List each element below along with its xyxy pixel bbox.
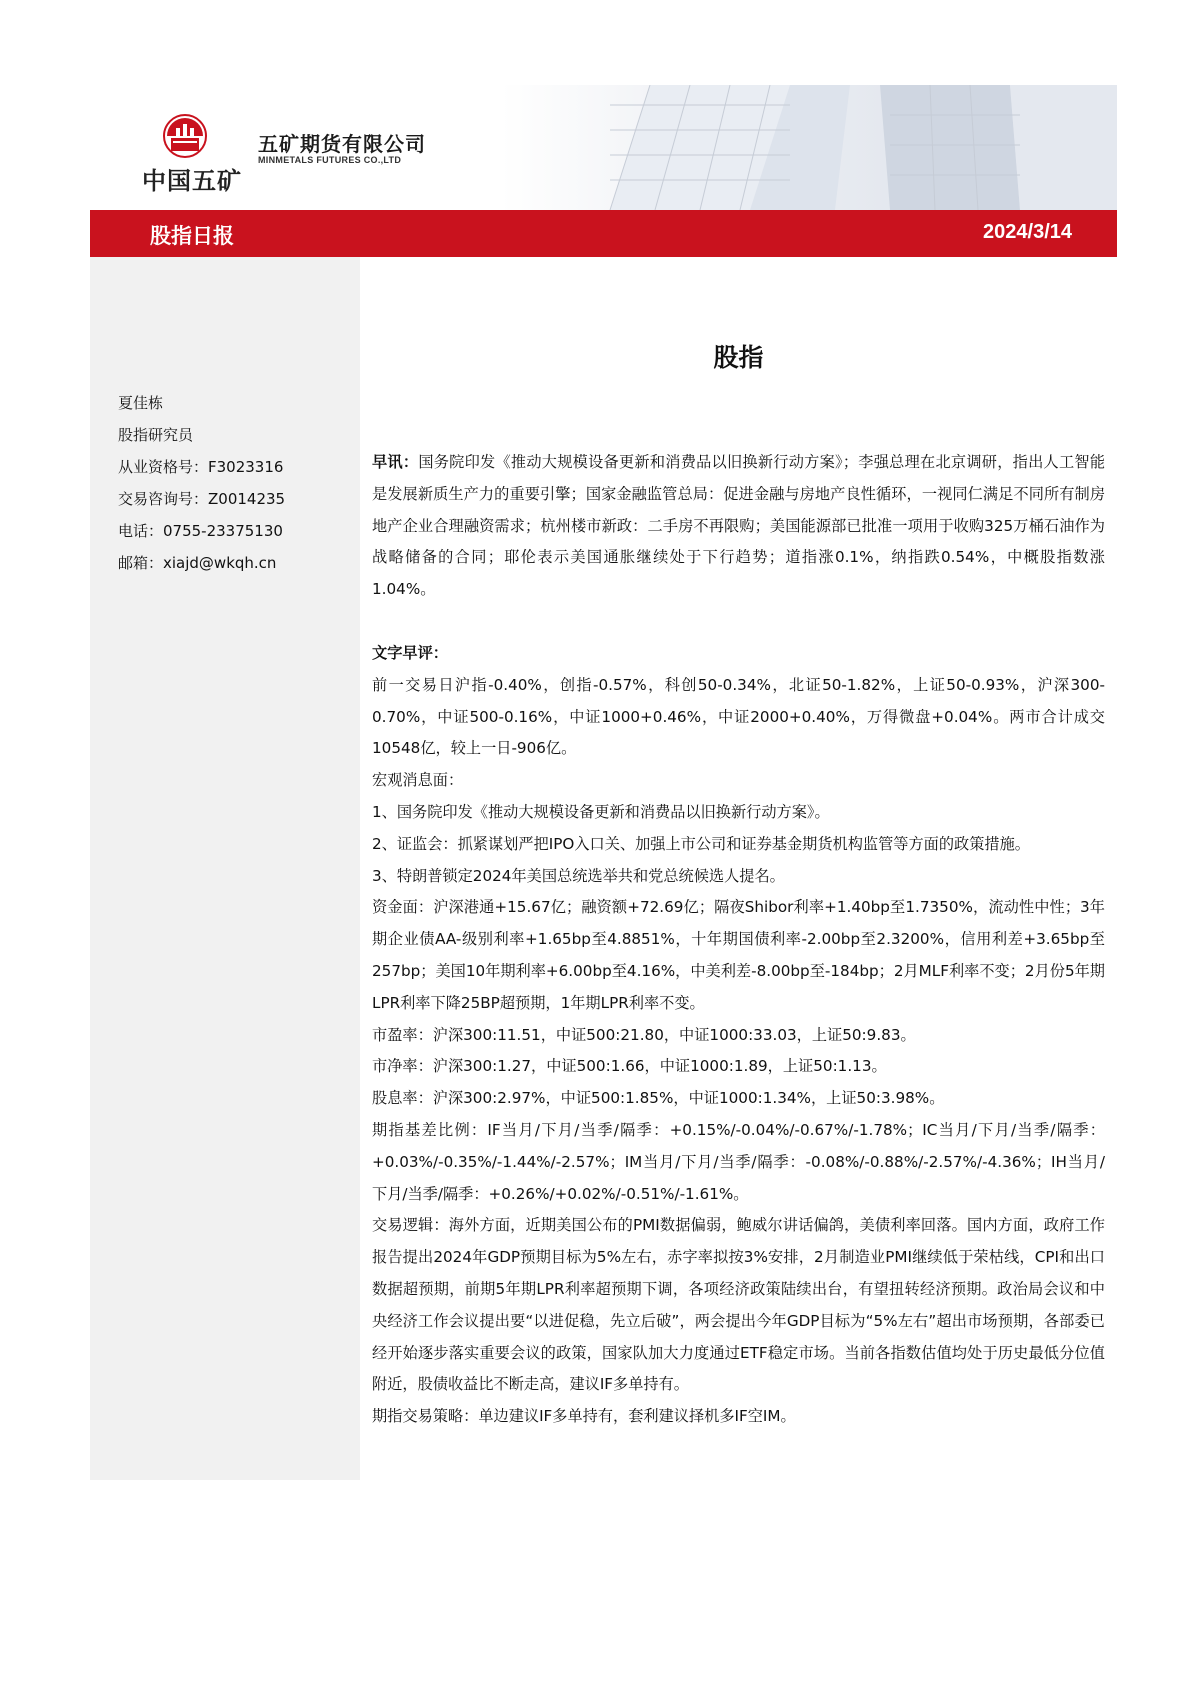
analyst-sidebar: [90, 257, 360, 1480]
analyst-phone: 电话：0755-23375130: [118, 522, 283, 540]
commentary-heading: 文字早评：: [372, 643, 448, 662]
report-header: [90, 85, 1117, 210]
analyst-name: 夏佳栋: [118, 394, 164, 412]
paragraph-market-summary: 前一交易日沪指-0.40%，创指-0.57%，科创50-0.34%，北证50-1.82%，上证50-0.93%，沪深300-0.70%，中证500-0.16%，中证1000+0.46%，中证2000+0.40%，万得微盘+0.04%。两市合计成交10548亿，较上一日-906亿。: [372, 675, 1105, 758]
paragraph-macro-2: 2、证监会：抓紧谋划严把IPO入口关、加强上市公司和证券基金期货机构监管等方面的政策措施。: [372, 834, 1030, 853]
analyst-email: 邮箱：xiajd@wkqh.cn: [118, 554, 277, 572]
paragraph-macro-1: 1、国务院印发《推动大规模设备更新和消费品以旧换新行动方案》。: [372, 802, 830, 821]
morning-news-label: 早讯：: [372, 453, 419, 471]
paragraph-strategy: 期指交易策略：单边建议IF多单持有，套利建议择机多IF空IM。: [372, 1407, 796, 1426]
analyst-title: 股指研究员: [118, 426, 194, 444]
report-type: 股指日报: [150, 224, 234, 248]
logo-text: 中国五矿: [142, 167, 242, 195]
section-title: 股指: [713, 343, 764, 372]
analyst-info: [118, 387, 285, 579]
report-body: [372, 447, 1105, 1433]
paragraph-pe-ratio: 市盈率：沪深300:11.51，中证500:21.80，中证1000:33.03，上证50:9.83。: [372, 1025, 916, 1044]
company-name-en: MINMETALS FUTURES CO.,LTD: [258, 155, 402, 165]
paragraph-macro-3: 3、特朗普锁定2024年美国总统选举共和党总统候选人提名。: [372, 866, 785, 885]
morning-news-text: 国务院印发《推动大规模设备更新和消费品以旧换新行动方案》；李强总理在北京调研，指出人工智能是发展新质生产力的重要引擎；国家金融监管总局：促进金融与房地产良性循环，一视同仁满足不同所有制房地产企业合理融资需求；杭州楼市新政：二手房不再限购；美国能源部已批准一项用于收购325万桶石油作为战略储备的合同；耶伦表示美国通胀继续处于下行趋势；道指涨0.1%，纳指跌0.54%，中概股指数涨1.04%。: [372, 453, 1106, 599]
paragraph-dividend-yield: 股息率：沪深300:2.97%，中证500:1.85%，中证1000:1.34%，上证50:3.98%。: [372, 1089, 945, 1108]
paragraph-trading-logic: 交易逻辑：海外方面，近期美国公布的PMI数据偏弱，鲍威尔讲话偏鸽，美债利率回落。国内方面，政府工作报告提出2024年GDP预期目标为5%左右，赤字率拟按3%安排，2月制造业PMI继续低于荣枯线，CPI和出口数据超预期，前期5年期LPR利率超预期下调，各项经济政策陆续出台，有望扭转经济预期。政治局会议和中央经济工作会议提出要“以进促稳，先立后破”，两会提出今年GDP目标为“5%左右”超出市场预期，各部委已经开始逐步落实重要会议的政策，国家队加大力度通过ETF稳定市场。当前各指数估值均处于历史最低分位值附近，股债收益比不断走高，建议IF多单持有。: [372, 1216, 1105, 1394]
paragraph-basis-ratio: 期指基差比例：IF当月/下月/当季/隔季：+0.15%/-0.04%/-0.67%/-1.78%；IC当月/下月/当季/隔季：+0.03%/-0.35%/-1.44%/-2.57%；IM当月/下月/当季/隔季：-0.08%/-0.88%/-2.57%/-4.36%；IH当月/下月/当季/隔季：+0.26%/+0.02%/-0.51%/-1.61%。: [372, 1120, 1105, 1203]
minmetals-seal-icon: [162, 113, 208, 159]
report-date: 2024/3/14: [983, 221, 1072, 243]
company-name-cn: 五矿期货有限公司: [258, 132, 426, 156]
building-background-graphic: [90, 85, 1117, 210]
morning-news: [372, 447, 1105, 606]
analyst-consult-number: 交易咨询号：Z0014235: [118, 490, 286, 508]
title-bar: [90, 210, 1117, 257]
paragraph-pb-ratio: 市净率：沪深300:1.27，中证500:1.66，中证1000:1.89，上证50:1.13。: [372, 1057, 887, 1076]
paragraph-macro-heading: 宏观消息面：: [372, 771, 464, 790]
analyst-qualification: 从业资格号：F3023316: [118, 458, 284, 476]
paragraph-funding: 资金面：沪深港通+15.67亿；融资额+72.69亿；隔夜Shibor利率+1.40bp至1.7350%，流动性中性；3年期企业债AA-级别利率+1.65bp至4.8851%，十年期国债利率-2.00bp至2.3200%，信用利差+3.65bp至257bp；美国10年期利率+6.00bp至4.16%，中美利差-8.00bp至-184bp；2月MLF利率不变；2月份5年期LPR利率下降25BP超预期，1年期LPR利率不变。: [372, 898, 1105, 1012]
